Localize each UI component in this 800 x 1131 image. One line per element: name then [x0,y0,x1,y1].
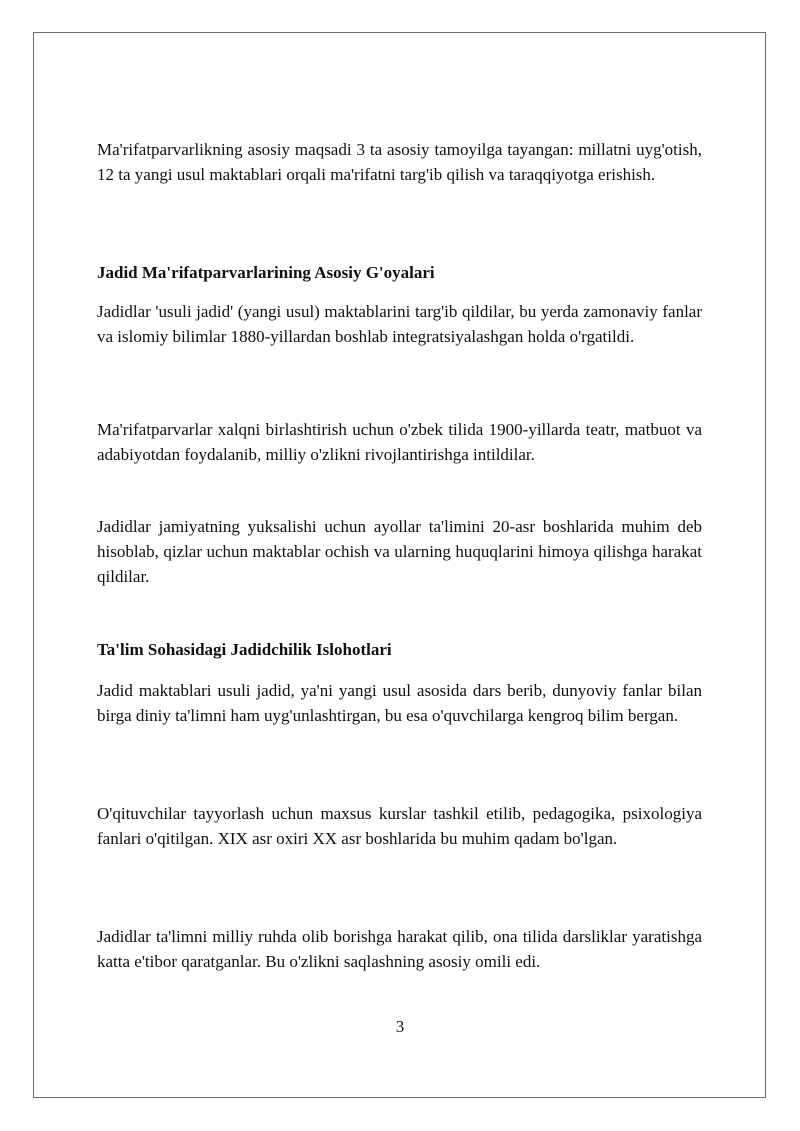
paragraph-schools: Jadid maktablari usuli jadid, ya'ni yangi usul asosida dars berib, dunyoviy fanlar bilan birga diniy ta'limni ham uyg'unlashtirgan, bu esa o'quvchilarga kengroq bilim bergan. [97,681,702,725]
heading-main-ideas: Jadid Ma'rifatparvarlarining Asosiy G'oyalari [97,263,435,282]
paragraph-teachers: O'qituvchilar tayyorlash uchun maxsus kurslar tashkil etilib, pedagogika, psixologiya fanlari o'qitilgan. XIX asr oxiri XX asr boshlarida bu muhim qadam bo'lgan. [97,804,702,848]
paragraph-women: Jadidlar jamiyatning yuksalishi uchun ayollar ta'limini 20-asr boshlarida muhim deb hisoblab, qizlar uchun maktablar ochish va ularning huquqlarini himoya qilishga harakat qildilar. [97,517,702,586]
heading-education-reforms: Ta'lim Sohasidagi Jadidchilik Islohotlari [97,640,392,659]
page-number: 3 [395,1017,405,1036]
paragraph-usuli-jadid: Jadidlar 'usuli jadid' (yangi usul) maktablarini targ'ib qildilar, bu yerda zamonaviy fanlar va islomiy bilimlar 1880-yillardan boshlab integratsiyalashgan holda o'rgatildi. [97,302,702,346]
paragraph-intro: Ma'rifatparvarlikning asosiy maqsadi 3 ta asosiy tamoyilga tayangan: millatni uyg'otish, 12 ta yangi usul maktablari orqali ma'rifatni targ'ib qilish va taraqqiyotga erishish. [97,140,702,184]
paragraph-national: Jadidlar ta'limni milliy ruhda olib borishga harakat qilib, ona tilida darsliklar yaratishga katta e'tibor qaratganlar. Bu o'zlikni saqlashning asosiy omili edi. [97,927,702,971]
paragraph-unity: Ma'rifatparvarlar xalqni birlashtirish uchun o'zbek tilida 1900-yillarda teatr, matbuot va adabiyotdan foydalanib, milliy o'zlikni rivojlantirishga intildilar. [97,420,702,464]
